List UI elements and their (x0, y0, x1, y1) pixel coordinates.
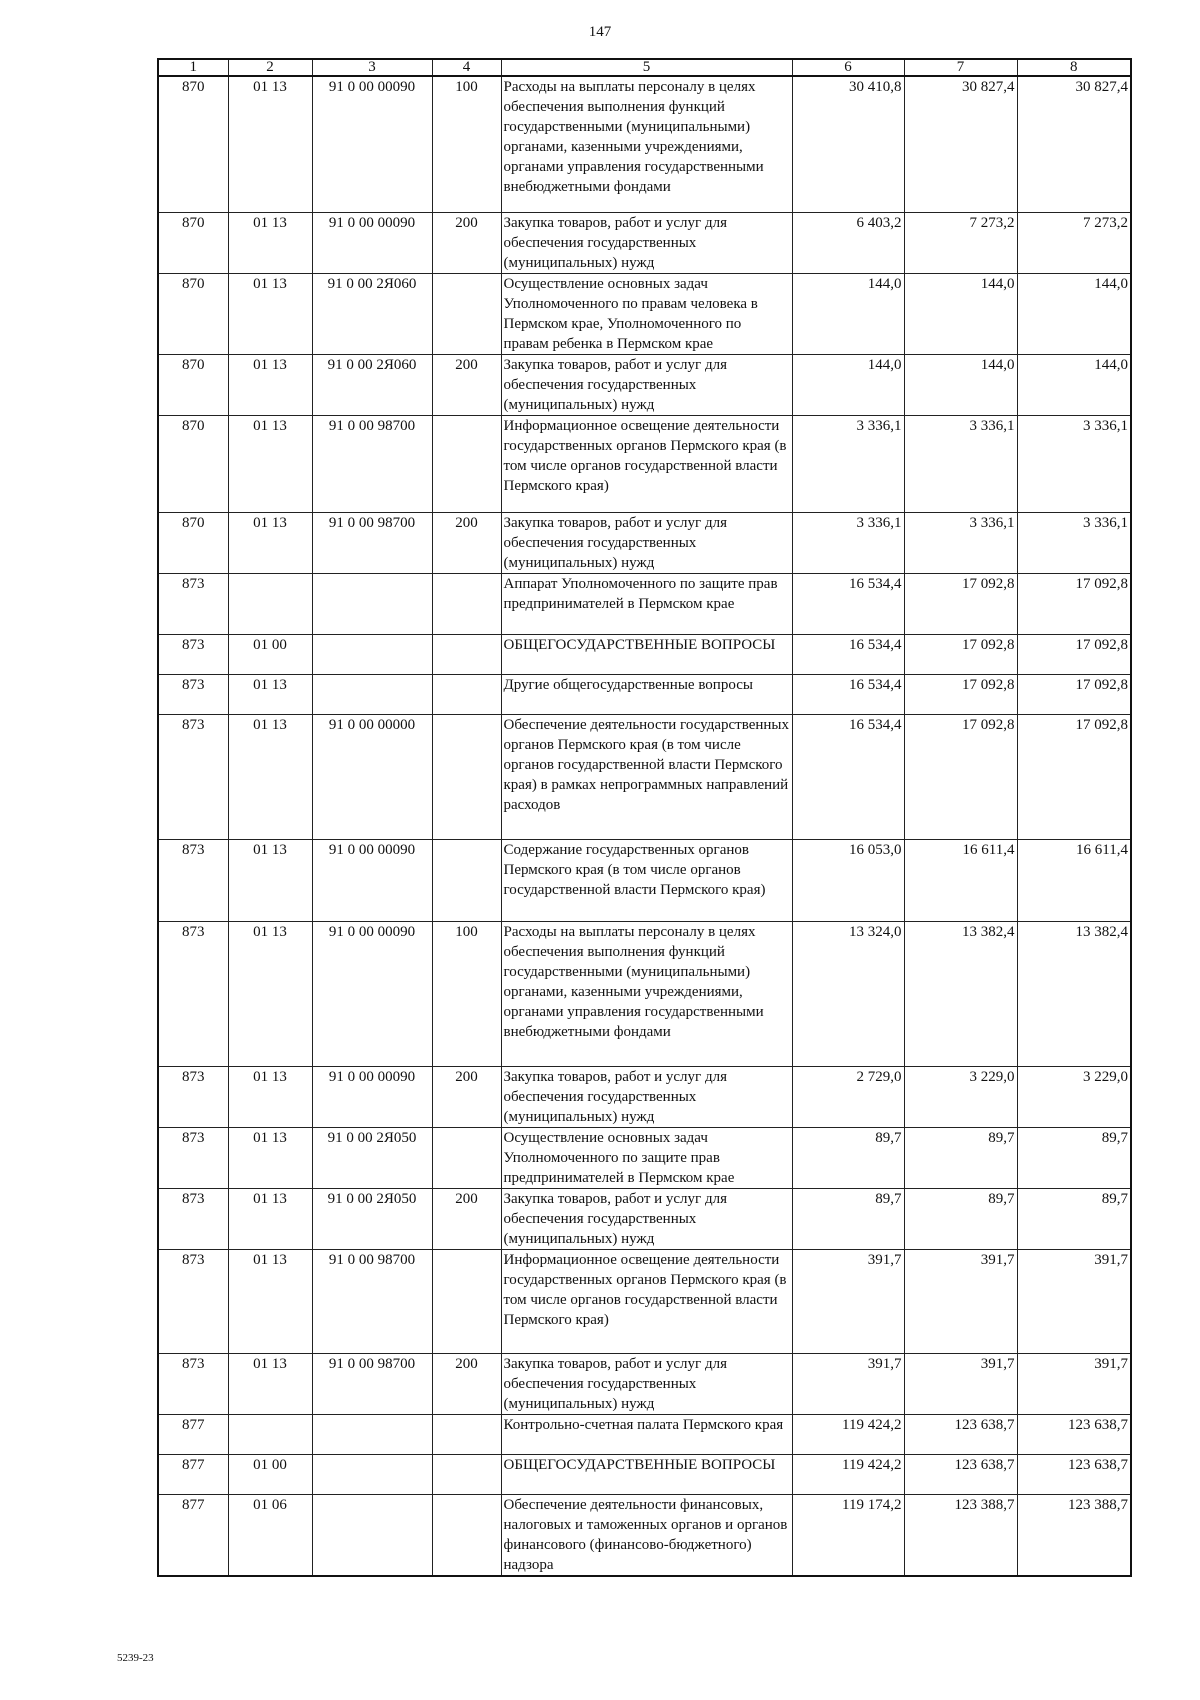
chapter-code-cell: 873 (158, 921, 228, 1066)
chapter-code-cell: 873 (158, 714, 228, 839)
target-article-cell: 91 0 00 00090 (312, 921, 432, 1066)
section-code-cell: 01 06 (228, 1494, 312, 1576)
chapter-code-cell: 873 (158, 674, 228, 714)
amount-col8-cell: 123 388,7 (1017, 1494, 1131, 1576)
description-cell: Расходы на выплаты персоналу в целях обеспечения выполнения функций государственными (муниципальными) органами, казенными учреждениями, органами управления государственными внебюджетными фондами (501, 921, 792, 1066)
table-row (158, 921, 1131, 1066)
chapter-code-cell: 873 (158, 839, 228, 921)
amount-col6-cell: 3 336,1 (792, 512, 904, 573)
table-row (158, 714, 1131, 839)
column-header: 1 (158, 59, 228, 76)
section-code-cell: 01 13 (228, 1127, 312, 1188)
target-article-cell (312, 1494, 432, 1576)
amount-col7-cell: 17 092,8 (904, 573, 1017, 634)
target-article-cell: 91 0 00 98700 (312, 1353, 432, 1414)
table-row (158, 273, 1131, 354)
amount-col7-cell: 3 336,1 (904, 415, 1017, 512)
column-header: 2 (228, 59, 312, 76)
amount-col6-cell: 30 410,8 (792, 76, 904, 212)
column-header: 4 (432, 59, 501, 76)
description-cell: Осуществление основных задач Уполномоченного по правам человека в Пермском крае, Уполномоченного по правам ребенка в Пермском крае (501, 273, 792, 354)
chapter-code-cell: 877 (158, 1494, 228, 1576)
expense-type-cell: 200 (432, 212, 501, 273)
table-row (158, 76, 1131, 212)
expense-type-cell: 200 (432, 1353, 501, 1414)
amount-col6-cell: 13 324,0 (792, 921, 904, 1066)
amount-col7-cell: 7 273,2 (904, 212, 1017, 273)
page-number: 147 (588, 24, 612, 40)
column-header: 3 (312, 59, 432, 76)
expense-type-cell (432, 674, 501, 714)
target-article-cell (312, 573, 432, 634)
table-row (158, 1066, 1131, 1127)
column-header: 7 (904, 59, 1017, 76)
amount-col6-cell: 16 534,4 (792, 634, 904, 674)
description-cell: ОБЩЕГОСУДАРСТВЕННЫЕ ВОПРОСЫ (501, 634, 792, 674)
amount-col7-cell: 391,7 (904, 1353, 1017, 1414)
amount-col8-cell: 30 827,4 (1017, 76, 1131, 212)
expense-type-cell (432, 839, 501, 921)
description-cell: Другие общегосударственные вопросы (501, 674, 792, 714)
amount-col8-cell: 3 336,1 (1017, 415, 1131, 512)
amount-col7-cell: 144,0 (904, 273, 1017, 354)
table-row (158, 1188, 1131, 1249)
section-code-cell: 01 13 (228, 674, 312, 714)
amount-col6-cell: 16 534,4 (792, 674, 904, 714)
chapter-code-cell: 870 (158, 512, 228, 573)
expense-type-cell: 100 (432, 76, 501, 212)
expense-type-cell (432, 1249, 501, 1353)
description-cell: Информационное освещение деятельности государственных органов Пермского края (в том числе органов государственной власти Пермского края) (501, 415, 792, 512)
table-row (158, 1249, 1131, 1353)
table-row (158, 1454, 1131, 1494)
expense-type-cell (432, 1454, 501, 1494)
amount-col8-cell: 17 092,8 (1017, 634, 1131, 674)
amount-col8-cell: 391,7 (1017, 1353, 1131, 1414)
target-article-cell (312, 674, 432, 714)
expense-type-cell (432, 415, 501, 512)
amount-col8-cell: 3 229,0 (1017, 1066, 1131, 1127)
section-code-cell: 01 13 (228, 714, 312, 839)
chapter-code-cell: 870 (158, 415, 228, 512)
budget-table (157, 58, 1132, 1577)
description-cell: Контрольно-счетная палата Пермского края (501, 1414, 792, 1454)
amount-col8-cell: 17 092,8 (1017, 674, 1131, 714)
expense-type-cell (432, 573, 501, 634)
amount-col7-cell: 123 388,7 (904, 1494, 1017, 1576)
expense-type-cell: 200 (432, 1066, 501, 1127)
amount-col6-cell: 89,7 (792, 1188, 904, 1249)
description-cell: Расходы на выплаты персоналу в целях обеспечения выполнения функций государственными (муниципальными) органами, казенными учреждениями, органами управления государственными внебюджетными фондами (501, 76, 792, 212)
expense-type-cell (432, 1127, 501, 1188)
section-code-cell: 01 00 (228, 1454, 312, 1494)
amount-col7-cell: 16 611,4 (904, 839, 1017, 921)
table-row (158, 1127, 1131, 1188)
description-cell: Аппарат Уполномоченного по защите прав предпринимателей в Пермском крае (501, 573, 792, 634)
description-cell: Информационное освещение деятельности государственных органов Пермского края (в том числе органов государственной власти Пермского края) (501, 1249, 792, 1353)
amount-col7-cell: 3 229,0 (904, 1066, 1017, 1127)
amount-col7-cell: 13 382,4 (904, 921, 1017, 1066)
amount-col8-cell: 123 638,7 (1017, 1454, 1131, 1494)
amount-col8-cell: 17 092,8 (1017, 714, 1131, 839)
amount-col8-cell: 17 092,8 (1017, 573, 1131, 634)
table-header (158, 59, 1131, 76)
description-cell: ОБЩЕГОСУДАРСТВЕННЫЕ ВОПРОСЫ (501, 1454, 792, 1494)
description-cell: Закупка товаров, работ и услуг для обеспечения государственных (муниципальных) нужд (501, 1353, 792, 1414)
amount-col7-cell: 391,7 (904, 1249, 1017, 1353)
amount-col8-cell: 3 336,1 (1017, 512, 1131, 573)
amount-col6-cell: 3 336,1 (792, 415, 904, 512)
chapter-code-cell: 870 (158, 76, 228, 212)
chapter-code-cell: 873 (158, 573, 228, 634)
amount-col8-cell: 144,0 (1017, 354, 1131, 415)
amount-col7-cell: 89,7 (904, 1188, 1017, 1249)
description-cell: Осуществление основных задач Уполномоченного по защите прав предпринимателей в Пермском крае (501, 1127, 792, 1188)
target-article-cell (312, 1454, 432, 1494)
amount-col7-cell: 123 638,7 (904, 1454, 1017, 1494)
amount-col7-cell: 89,7 (904, 1127, 1017, 1188)
section-code-cell: 01 00 (228, 634, 312, 674)
section-code-cell: 01 13 (228, 921, 312, 1066)
section-code-cell: 01 13 (228, 512, 312, 573)
section-code-cell: 01 13 (228, 1353, 312, 1414)
expense-type-cell (432, 634, 501, 674)
amount-col7-cell: 30 827,4 (904, 76, 1017, 212)
header-row (158, 59, 1131, 76)
amount-col6-cell: 119 174,2 (792, 1494, 904, 1576)
section-code-cell: 01 13 (228, 354, 312, 415)
amount-col6-cell: 16 053,0 (792, 839, 904, 921)
chapter-code-cell: 873 (158, 634, 228, 674)
section-code-cell: 01 13 (228, 415, 312, 512)
table-row (158, 212, 1131, 273)
description-cell: Обеспечение деятельности финансовых, налоговых и таможенных органов и органов финансового (финансово-бюджетного) надзора (501, 1494, 792, 1576)
chapter-code-cell: 873 (158, 1066, 228, 1127)
target-article-cell: 91 0 00 00000 (312, 714, 432, 839)
table-row (158, 674, 1131, 714)
amount-col8-cell: 16 611,4 (1017, 839, 1131, 921)
chapter-code-cell: 870 (158, 212, 228, 273)
description-cell: Закупка товаров, работ и услуг для обеспечения государственных (муниципальных) нужд (501, 354, 792, 415)
expense-type-cell: 100 (432, 921, 501, 1066)
description-cell: Содержание государственных органов Пермского края (в том числе органов государственной власти Пермского края) (501, 839, 792, 921)
amount-col6-cell: 16 534,4 (792, 573, 904, 634)
target-article-cell (312, 1414, 432, 1454)
document-code: 5239-23 (117, 1652, 154, 1664)
amount-col6-cell: 89,7 (792, 1127, 904, 1188)
amount-col7-cell: 3 336,1 (904, 512, 1017, 573)
table-row (158, 354, 1131, 415)
chapter-code-cell: 870 (158, 273, 228, 354)
amount-col6-cell: 391,7 (792, 1249, 904, 1353)
table-row (158, 1414, 1131, 1454)
amount-col6-cell: 144,0 (792, 354, 904, 415)
column-header: 5 (501, 59, 792, 76)
target-article-cell: 91 0 00 2Я060 (312, 273, 432, 354)
amount-col8-cell: 123 638,7 (1017, 1414, 1131, 1454)
amount-col8-cell: 89,7 (1017, 1188, 1131, 1249)
amount-col6-cell: 391,7 (792, 1353, 904, 1414)
amount-col8-cell: 89,7 (1017, 1127, 1131, 1188)
amount-col7-cell: 123 638,7 (904, 1414, 1017, 1454)
description-cell: Закупка товаров, работ и услуг для обеспечения государственных (муниципальных) нужд (501, 1188, 792, 1249)
chapter-code-cell: 873 (158, 1127, 228, 1188)
amount-col8-cell: 13 382,4 (1017, 921, 1131, 1066)
table-row (158, 512, 1131, 573)
target-article-cell: 91 0 00 00090 (312, 839, 432, 921)
expense-type-cell: 200 (432, 1188, 501, 1249)
description-cell: Закупка товаров, работ и услуг для обеспечения государственных (муниципальных) нужд (501, 512, 792, 573)
amount-col8-cell: 391,7 (1017, 1249, 1131, 1353)
amount-col6-cell: 144,0 (792, 273, 904, 354)
section-code-cell (228, 573, 312, 634)
amount-col7-cell: 17 092,8 (904, 674, 1017, 714)
target-article-cell: 91 0 00 00090 (312, 76, 432, 212)
amount-col8-cell: 144,0 (1017, 273, 1131, 354)
amount-col8-cell: 7 273,2 (1017, 212, 1131, 273)
chapter-code-cell: 870 (158, 354, 228, 415)
table-row (158, 415, 1131, 512)
section-code-cell: 01 13 (228, 76, 312, 212)
target-article-cell: 91 0 00 00090 (312, 1066, 432, 1127)
amount-col6-cell: 119 424,2 (792, 1414, 904, 1454)
amount-col7-cell: 17 092,8 (904, 634, 1017, 674)
chapter-code-cell: 873 (158, 1353, 228, 1414)
chapter-code-cell: 877 (158, 1414, 228, 1454)
amount-col6-cell: 2 729,0 (792, 1066, 904, 1127)
amount-col6-cell: 6 403,2 (792, 212, 904, 273)
target-article-cell: 91 0 00 98700 (312, 415, 432, 512)
chapter-code-cell: 877 (158, 1454, 228, 1494)
target-article-cell: 91 0 00 2Я050 (312, 1188, 432, 1249)
description-cell: Закупка товаров, работ и услуг для обеспечения государственных (муниципальных) нужд (501, 212, 792, 273)
expense-type-cell (432, 273, 501, 354)
amount-col7-cell: 17 092,8 (904, 714, 1017, 839)
amount-col7-cell: 144,0 (904, 354, 1017, 415)
amount-col6-cell: 119 424,2 (792, 1454, 904, 1494)
section-code-cell: 01 13 (228, 212, 312, 273)
column-header: 6 (792, 59, 904, 76)
expense-type-cell (432, 1494, 501, 1576)
section-code-cell: 01 13 (228, 273, 312, 354)
section-code-cell: 01 13 (228, 1188, 312, 1249)
target-article-cell: 91 0 00 98700 (312, 1249, 432, 1353)
table-body (158, 76, 1131, 1576)
table-row (158, 634, 1131, 674)
section-code-cell (228, 1414, 312, 1454)
target-article-cell: 91 0 00 00090 (312, 212, 432, 273)
expense-type-cell: 200 (432, 512, 501, 573)
table-row (158, 1353, 1131, 1414)
section-code-cell: 01 13 (228, 839, 312, 921)
section-code-cell: 01 13 (228, 1066, 312, 1127)
table-row (158, 1494, 1131, 1576)
expense-type-cell (432, 714, 501, 839)
section-code-cell: 01 13 (228, 1249, 312, 1353)
table-row (158, 573, 1131, 634)
expense-type-cell (432, 1414, 501, 1454)
target-article-cell: 91 0 00 98700 (312, 512, 432, 573)
target-article-cell (312, 634, 432, 674)
description-cell: Закупка товаров, работ и услуг для обеспечения государственных (муниципальных) нужд (501, 1066, 792, 1127)
target-article-cell: 91 0 00 2Я050 (312, 1127, 432, 1188)
amount-col6-cell: 16 534,4 (792, 714, 904, 839)
chapter-code-cell: 873 (158, 1188, 228, 1249)
chapter-code-cell: 873 (158, 1249, 228, 1353)
description-cell: Обеспечение деятельности государственных органов Пермского края (в том числе органов государственной власти Пермского края) в рамках непрограммных направлений расходов (501, 714, 792, 839)
table-row (158, 839, 1131, 921)
target-article-cell: 91 0 00 2Я060 (312, 354, 432, 415)
expense-type-cell: 200 (432, 354, 501, 415)
column-header: 8 (1017, 59, 1131, 76)
